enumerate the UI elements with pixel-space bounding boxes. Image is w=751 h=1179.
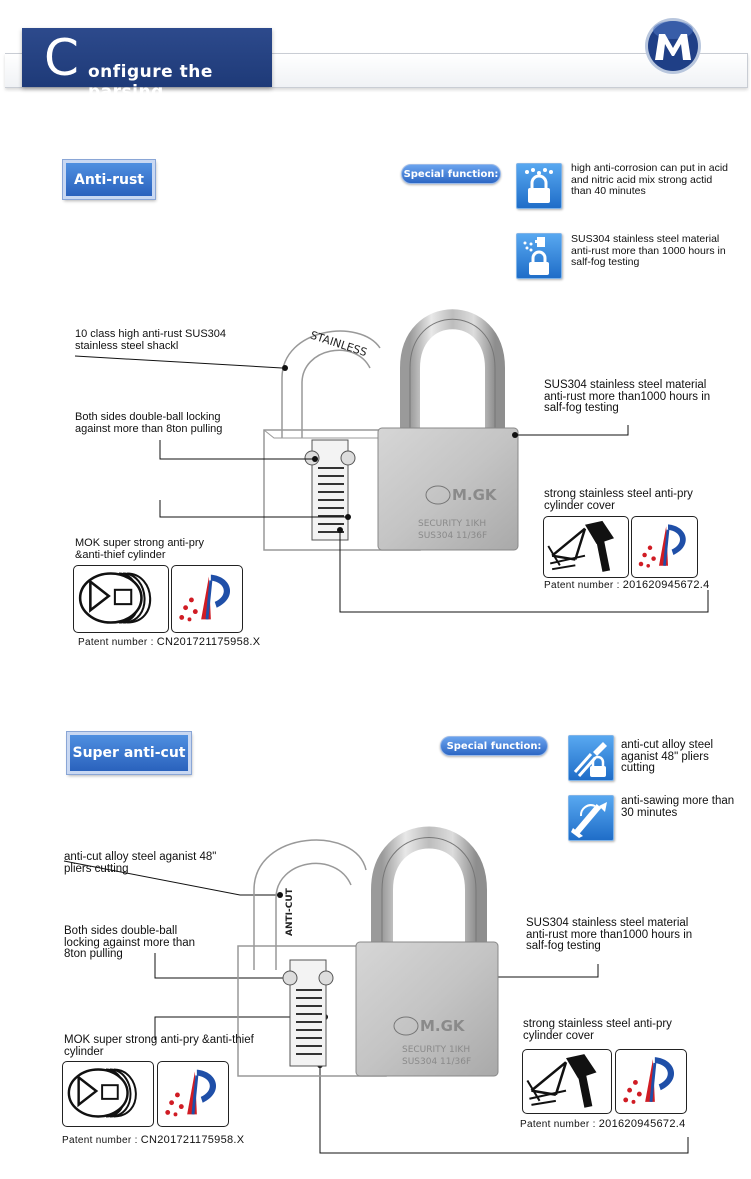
special-function-label: Special function: bbox=[401, 164, 501, 184]
patent-mark-icon bbox=[157, 1061, 229, 1127]
lock-brand: M.GK bbox=[452, 486, 497, 504]
patent-mark-icon bbox=[631, 516, 698, 578]
key-cylinder-icon bbox=[62, 1061, 154, 1127]
callout-shackle: 10 class high anti-rust SUS304 stainless steel shackl bbox=[75, 328, 227, 352]
patent-number: Patent number : 201620945672.4 bbox=[520, 1118, 686, 1130]
patent-mark-icon bbox=[615, 1049, 687, 1114]
callout-balls: Both sides double-ball locking against more than 8ton pulling bbox=[75, 411, 223, 435]
shackle-engraving: ANTI-CUT bbox=[285, 888, 295, 936]
lock-engraving: SUS304 11/36F bbox=[418, 531, 488, 541]
anti-pry-icon bbox=[522, 1049, 612, 1114]
feature-text: high anti-corrosion can put in acid and nitric acid mix strong actid than 40 minutes bbox=[571, 162, 729, 197]
feature-text: anti-cut alloy steel aganist 48" pliers cutting bbox=[621, 739, 714, 774]
saw-icon bbox=[568, 795, 614, 841]
callout-body: SUS304 stainless steel material anti-rust more than1000 hours in salf-fog testing bbox=[544, 379, 711, 414]
callout-cylinder: MOK super strong anti-pry &anti-thief cylinder bbox=[75, 537, 204, 561]
shackle-engraving: STAINLESS bbox=[308, 328, 369, 360]
patent-mark-icon bbox=[171, 565, 243, 633]
lock-brand: M.GK bbox=[420, 1017, 465, 1035]
lock-engraving: SECURITY 1IKH bbox=[418, 519, 487, 529]
special-function-label: Special function: bbox=[440, 736, 548, 756]
super-anti-cut-button[interactable]: Super anti-cut bbox=[67, 732, 191, 774]
callout-body: SUS304 stainless steel material anti-rust more than1000 hours in salf-fog testing bbox=[526, 917, 693, 952]
lock-engraving: SUS304 11/36F bbox=[402, 1057, 472, 1067]
title-initial: C bbox=[44, 29, 79, 87]
anti-pry-icon bbox=[543, 516, 629, 578]
callout-shackle: anti-cut alloy steel aganist 48" pliers cutting bbox=[64, 851, 217, 875]
callout-cover: strong stainless steel anti-pry cylinder cover bbox=[544, 488, 693, 512]
key-cylinder-icon bbox=[73, 565, 169, 633]
anti-rust-button[interactable]: Anti-rust bbox=[63, 160, 155, 199]
callout-balls: Both sides double-ball locking against more than 8ton pulling bbox=[64, 925, 196, 960]
pliers-lock-icon bbox=[568, 735, 614, 781]
lock-engraving: SECURITY 1IKH bbox=[402, 1045, 471, 1055]
patent-number: Patent number : CN201721175958.X bbox=[62, 1134, 245, 1146]
lock-cutaway-illustration bbox=[236, 830, 506, 1080]
feature-text: SUS304 stainless steel material anti-rust more than 1000 hours in salf-fog testing bbox=[571, 233, 726, 268]
patent-number: Patent number : CN201721175958.X bbox=[78, 636, 261, 648]
callout-cover: strong stainless steel anti-pry cylinder cover bbox=[523, 1018, 672, 1042]
callout-cylinder: MOK super strong anti-pry &anti-thief cylinder bbox=[64, 1034, 254, 1058]
patent-number: Patent number : 201620945672.4 bbox=[544, 579, 710, 591]
feature-text: anti-sawing more than 30 minutes bbox=[621, 795, 735, 819]
title-text: onfigure the parsing bbox=[88, 62, 213, 102]
